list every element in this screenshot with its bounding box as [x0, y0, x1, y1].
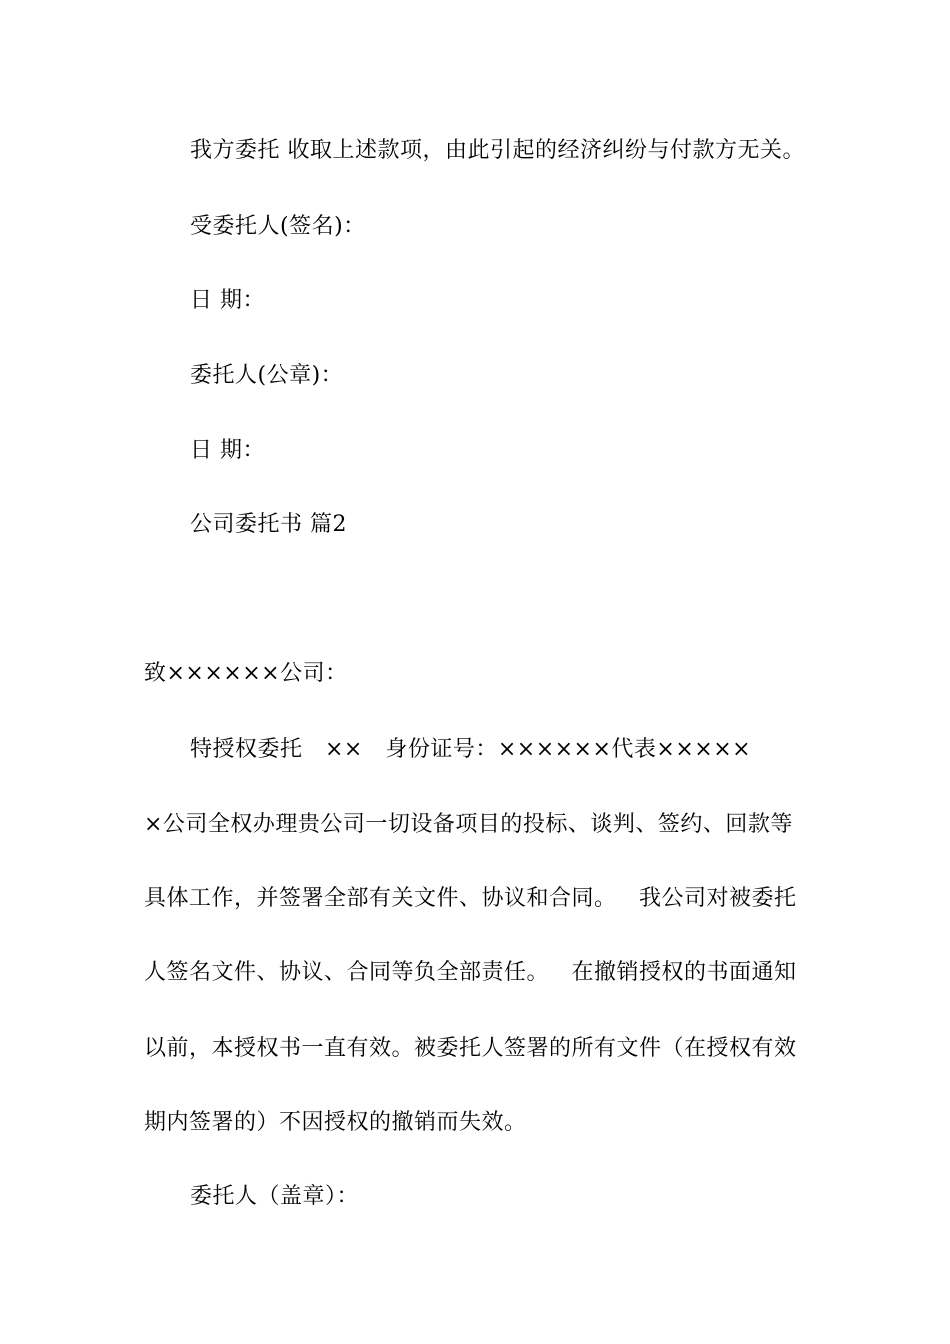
- body-line-5: 以前，本授权书一直有效。被委托人签署的所有文件（在授权有效: [144, 1036, 797, 1061]
- body-line-1: 特授权委托 ×× 身份证号：××××××代表×××××: [190, 737, 752, 762]
- body-line-4: 人签名文件、协议、合同等负全部责任。 在撤销授权的书面通知: [144, 960, 797, 985]
- date-label-2: 日 期：: [190, 438, 265, 463]
- body-line-6: 期内签署的）不因授权的撤销而失效。: [144, 1110, 527, 1135]
- date-label-1: 日 期：: [190, 288, 265, 313]
- body-line-2: ×公司全权办理贵公司一切设备项目的投标、谈判、签约、回款等: [144, 812, 793, 837]
- agent-signature-label: 受委托人(签名)：: [190, 214, 366, 239]
- body-line-3: 具体工作，并签署全部有关文件、协议和合同。 我公司对被委托: [144, 886, 797, 911]
- statement-text: 我方委托 收取上述款项，由此引起的经济纠纷与付款方无关。: [190, 138, 805, 163]
- salutation: 致××××××公司：: [144, 661, 348, 686]
- principal-seal-label-2: 委托人（盖章）：: [190, 1184, 360, 1209]
- principal-seal-label-1: 委托人(公章)：: [190, 363, 344, 388]
- section-heading: 公司委托书 篇2: [190, 512, 347, 537]
